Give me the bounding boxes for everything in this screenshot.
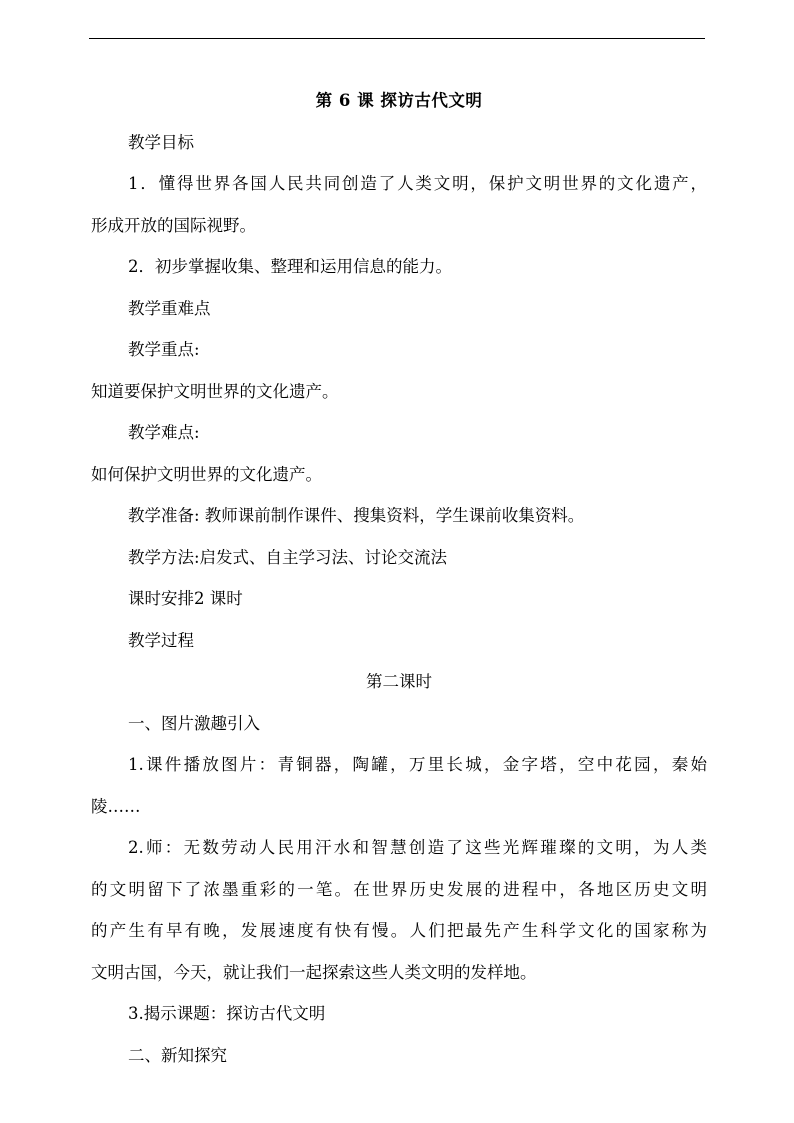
step-3: 3.揭示课题：探访古代文明 (128, 1004, 326, 1023)
step-2-line-3: 的产生有早有晚，发展速度有快有慢。人们把最先产生科学文化的国家称为 (91, 921, 707, 940)
step-1-line-2: 陵…… (91, 796, 141, 816)
step-1-line-1: 1.课件播放图片：青铜器，陶罐，万里长城，金字塔，空中花园，秦始 (128, 755, 707, 774)
second-lesson-heading: 第二课时 (366, 672, 432, 691)
goal-2: 2．初步掌握收集、整理和运用信息的能力。 (128, 257, 452, 276)
header-rule (89, 38, 705, 39)
lesson-title: 第 6 课 探访古代文明 (315, 91, 483, 110)
section-1-heading: 一、图片激趣引入 (128, 713, 260, 733)
document-body (91, 80, 707, 1076)
class-hours: 课时安排2 课时 (128, 589, 243, 608)
step-2-line-2: 的文明留下了浓墨重彩的一笔。在世界历史发展的进程中，各地区历史文明 (91, 879, 707, 899)
key-point-text: 知道要保护文明世界的文化遗产。 (91, 381, 339, 401)
heading-difficulties: 教学难点: (128, 423, 200, 442)
heading-key-points: 教学重点: (128, 340, 200, 359)
section-2-heading: 二、新知探究 (128, 1045, 227, 1065)
goal-1-line-2: 形成开放的国际视野。 (91, 215, 256, 235)
difficulty-text: 如何保护文明世界的文化遗产。 (91, 464, 322, 484)
heading-key-difficulties: 教学重难点 (128, 298, 211, 318)
teaching-methods: 教学方法:启发式、自主学习法、讨论交流法 (128, 547, 448, 567)
goal-1-line-1: 1．懂得世界各国人民共同创造了人类文明，保护文明世界的文化遗产， (128, 174, 707, 193)
teaching-preparation: 教学准备: 教师课前制作课件、搜集资料，学生课前收集资料。 (128, 506, 585, 525)
heading-teaching-process: 教学过程 (128, 630, 194, 650)
step-2-line-1: 2.师：无数劳动人民用汗水和智慧创造了这些光辉璀璨的文明，为人类 (128, 838, 707, 857)
heading-teaching-goals: 教学目标 (128, 132, 194, 152)
step-2-line-4: 文明古国，今天，就让我们一起探索这些人类文明的发样地。 (91, 962, 537, 982)
